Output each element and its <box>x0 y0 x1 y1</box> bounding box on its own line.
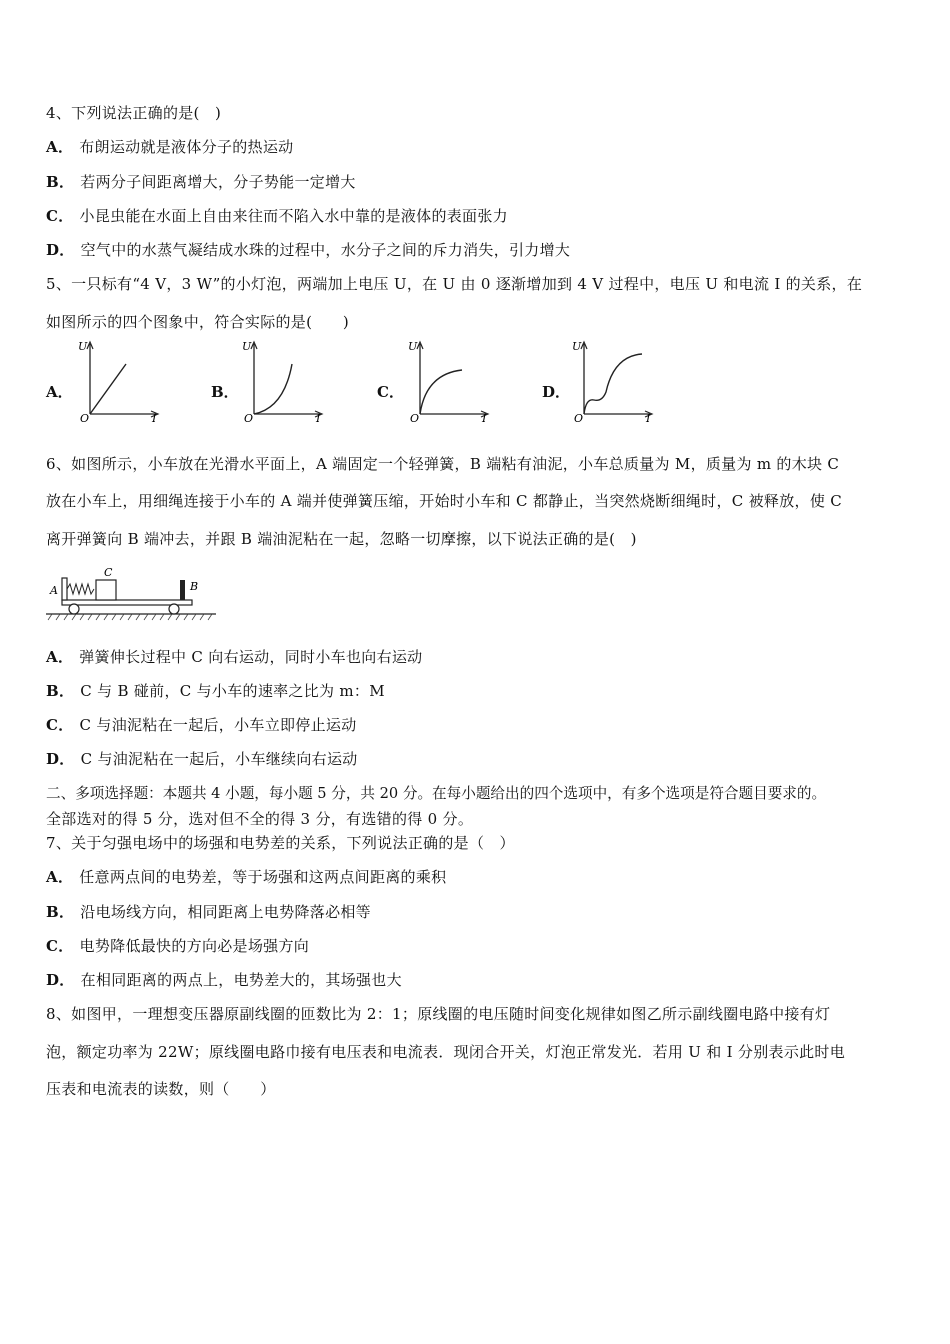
q5-graph-d-label: D． <box>542 383 571 401</box>
option-label: D． <box>46 750 75 768</box>
option-text: 电势降低最快的方向必是场强方向 <box>79 937 310 955</box>
section2-instructions-line2: 全部选对的得 5 分，选对但不全的得 3 分，有选错的得 0 分。 <box>46 810 474 828</box>
option-text: 沿电场线方向，相同距离上电势降落必相等 <box>80 903 371 921</box>
x-axis-label: I <box>316 412 321 424</box>
ground-hatching <box>48 614 212 620</box>
q4-option-a <box>46 136 293 157</box>
origin-label: O <box>410 412 420 424</box>
q7-option-a <box>46 866 446 887</box>
q7-option-c <box>46 935 309 956</box>
q4-stem: 4、下列说法正确的是( ) <box>46 104 222 122</box>
option-text: 弹簧伸长过程中 C 向右运动，同时小车也向右运动 <box>79 648 423 666</box>
q6-option-b <box>46 680 385 701</box>
q5-graph-b-label: B． <box>211 383 239 401</box>
q4-option-b <box>46 171 356 192</box>
option-label: C． <box>46 716 74 734</box>
y-axis-label: U <box>408 340 418 353</box>
label-b: B <box>190 580 199 593</box>
option-label: B． <box>46 903 75 921</box>
q5-stem-line2: 如图所示的四个图象中，符合实际的是( ) <box>46 313 350 331</box>
option-text: 小昆虫能在水面上自由来往而不陷入水中靠的是液体的表面张力 <box>79 207 508 225</box>
option-label: C． <box>46 207 74 225</box>
y-axis-label: U <box>78 340 88 353</box>
q5-stem-line1: 5、一只标有“4 V，3 W”的小灯泡，两端加上电压 U，在 U 由 0 逐渐增加到 4 V 过程中，电压 U 和电流 I 的关系，在 <box>46 275 863 293</box>
option-label: A． <box>46 868 74 886</box>
q8-stem-line3: 压表和电流表的读数，则（ ） <box>46 1080 276 1098</box>
q8-stem-line2: 泡，额定功率为 22W；原线圈电路巾接有电压表和电流表．现闭合开关，灯泡正常发光．若用 U 和 I 分别表示此时电 <box>46 1043 846 1061</box>
option-label: A． <box>46 138 74 156</box>
oil-putty-b <box>180 580 185 600</box>
option-label: C． <box>46 937 74 955</box>
option-text: 空气中的水蒸气凝结成水珠的过程中，水分子之间的斥力消失，引力增大 <box>80 241 571 259</box>
y-axis-label: U <box>572 340 582 353</box>
q6-option-a <box>46 646 422 667</box>
q6-option-c <box>46 714 357 735</box>
origin-label: O <box>244 412 254 424</box>
q4-option-c <box>46 205 508 226</box>
option-text: C 与油泥粘在一起后，小车继续向右运动 <box>80 750 358 768</box>
q7-option-d <box>46 969 402 990</box>
q4-option-d <box>46 239 570 260</box>
label-c: C <box>104 566 113 579</box>
q6-stem-line3: 离开弹簧向 B 端冲去，并跟 B 端油泥粘在一起，忽略一切摩擦，以下说法正确的是( ) <box>46 530 637 548</box>
curve <box>90 364 126 414</box>
option-text: 在相同距离的两点上，电势差大的，其场强也大 <box>80 971 402 989</box>
cart-wall-a <box>62 578 67 600</box>
origin-label: O <box>80 412 90 424</box>
wheel-left <box>69 604 79 614</box>
option-text: C 与 B 碰前，C 与小车的速率之比为 m：M <box>80 682 385 700</box>
option-label: D． <box>46 241 75 259</box>
q5-graph-c-label: C． <box>377 383 404 401</box>
section2-instructions-line1: 二、多项选择题：本题共 4 小题，每小题 5 分，共 20 分。在每小题给出的四个选项中，有多个选项是符合题目要求的。 <box>46 785 827 802</box>
q5-graph-a <box>76 338 166 424</box>
spring <box>67 584 94 594</box>
x-axis-label: I <box>482 412 487 424</box>
q5-graph-b <box>240 338 330 424</box>
q6-stem-line1: 6、如图所示，小车放在光滑水平面上，A 端固定一个轻弹簧，B 端粘有油泥，小车总质量为 M，质量为 m 的木块 C <box>46 455 840 473</box>
wheel-right <box>169 604 179 614</box>
label-a: A <box>50 584 58 597</box>
option-label: A． <box>46 648 74 666</box>
option-text: 布朗运动就是液体分子的热运动 <box>79 138 294 156</box>
option-label: B． <box>46 173 75 191</box>
origin-label: O <box>574 412 584 424</box>
q5-graph-d <box>570 338 660 424</box>
option-text: 任意两点间的电势差，等于场强和这两点间距离的乘积 <box>79 868 447 886</box>
x-axis-label: I <box>646 412 651 424</box>
q6-cart-figure <box>44 566 219 622</box>
curve <box>420 370 462 414</box>
y-axis-label: U <box>242 340 252 353</box>
curve <box>254 364 292 414</box>
q8-stem-line1: 8、如图甲，一理想变压器原副线圈的匝数比为 2：1；原线圈的电压随时间变化规律如图乙所示副线圈电路中接有灯 <box>46 1005 831 1023</box>
q6-option-d <box>46 748 358 769</box>
option-label: B． <box>46 682 75 700</box>
q6-stem-line2: 放在小车上，用细绳连接于小车的 A 端并使弹簧压缩，开始时小车和 C 都静止，当突然烧断细绳时，C 被释放，使 C <box>46 492 842 510</box>
block-c <box>96 580 116 600</box>
option-text: C 与油泥粘在一起后，小车立即停止运动 <box>79 716 357 734</box>
option-label: D． <box>46 971 75 989</box>
option-text: 若两分子间距离增大，分子势能一定增大 <box>80 173 356 191</box>
q7-stem: 7、关于匀强电场中的场强和电势差的关系，下列说法正确的是（ ） <box>46 834 515 852</box>
q7-option-b <box>46 901 371 922</box>
curve <box>584 354 642 414</box>
q5-graph-c <box>406 338 496 424</box>
q5-graph-a-label: A． <box>46 383 73 401</box>
x-axis-label: I <box>152 412 157 424</box>
